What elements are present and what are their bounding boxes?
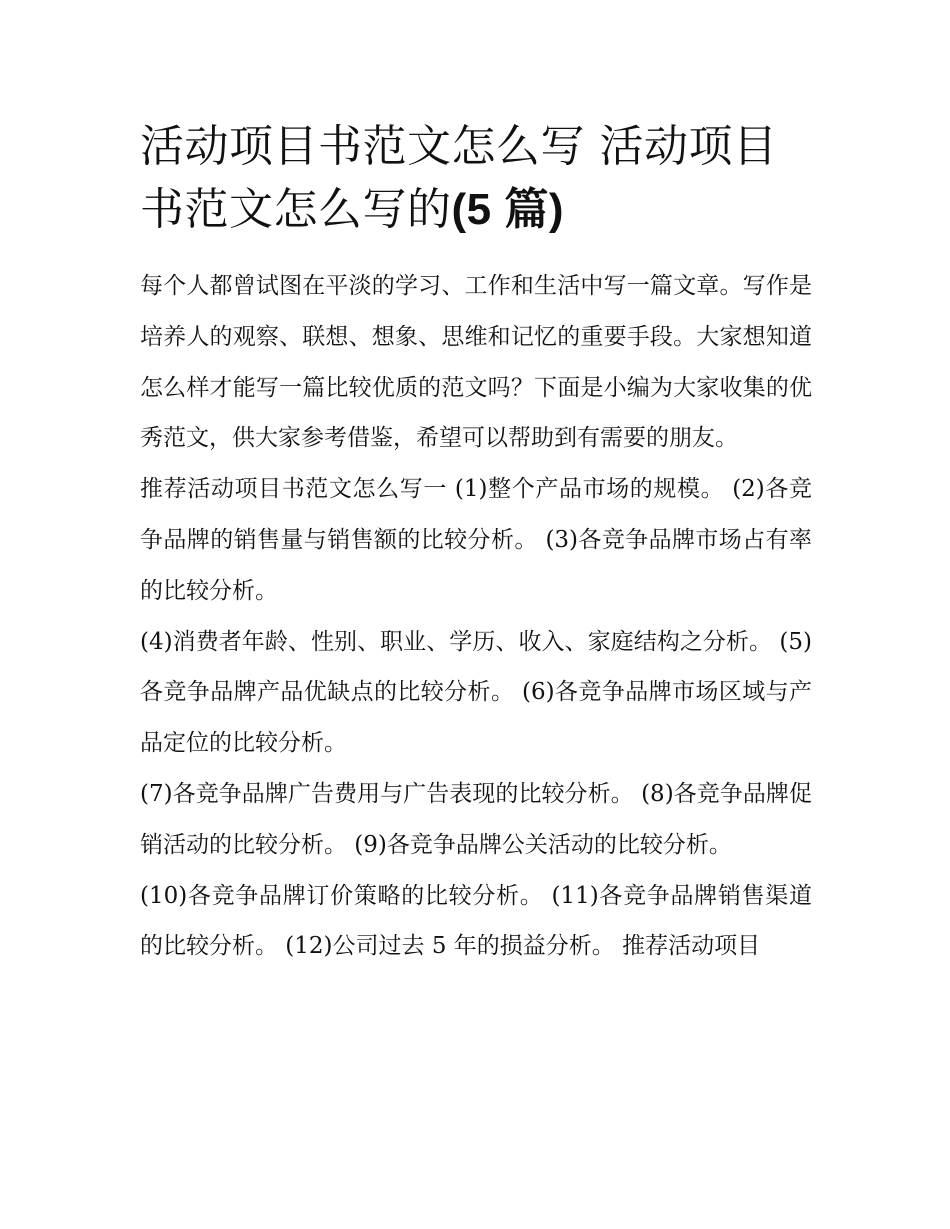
body-paragraph: 推荐活动项目书范文怎么写一 (1)整个产品市场的规模。 (2)各竞争品牌的销售量与销售额的比较分析。 (3)各竞争品牌市场占有率的比较分析。 bbox=[140, 476, 812, 604]
title-main-text: 活动项目书范文怎么写 活动项目书范文怎么写的 bbox=[140, 121, 778, 235]
body-paragraph: (4)消费者年龄、性别、职业、学历、收入、家庭结构之分析。 (5)各竞争品牌产品优缺点的比较分析。 (6)各竞争品牌市场区域与产品定位的比较分析。 bbox=[140, 628, 812, 757]
document-page bbox=[140, 115, 812, 972]
body-paragraph: (7)各竞争品牌广告费用与广告表现的比较分析。 (8)各竞争品牌促销活动的比较分析。 (9)各竞争品牌公关活动的比较分析。 bbox=[140, 780, 812, 858]
body-paragraph: (10)各竞争品牌订价策略的比较分析。 (11)各竞争品牌销售渠道的比较分析。 (12)公司过去 5 年的损益分析。 推荐活动项目 bbox=[140, 882, 812, 960]
document-body bbox=[140, 261, 812, 972]
title-count-text: (5 篇) bbox=[451, 185, 564, 234]
intro-paragraph: 每个人都曾试图在平淡的学习、工作和生活中写一篇文章。写作是培养人的观察、联想、想象、思维和记忆的重要手段。大家想知道怎么样才能写一篇比较优质的范文吗？下面是小编为大家收集的优秀范文，供大家参考借鉴，希望可以帮助到有需要的朋友。 bbox=[140, 273, 812, 452]
document-title bbox=[140, 115, 812, 241]
